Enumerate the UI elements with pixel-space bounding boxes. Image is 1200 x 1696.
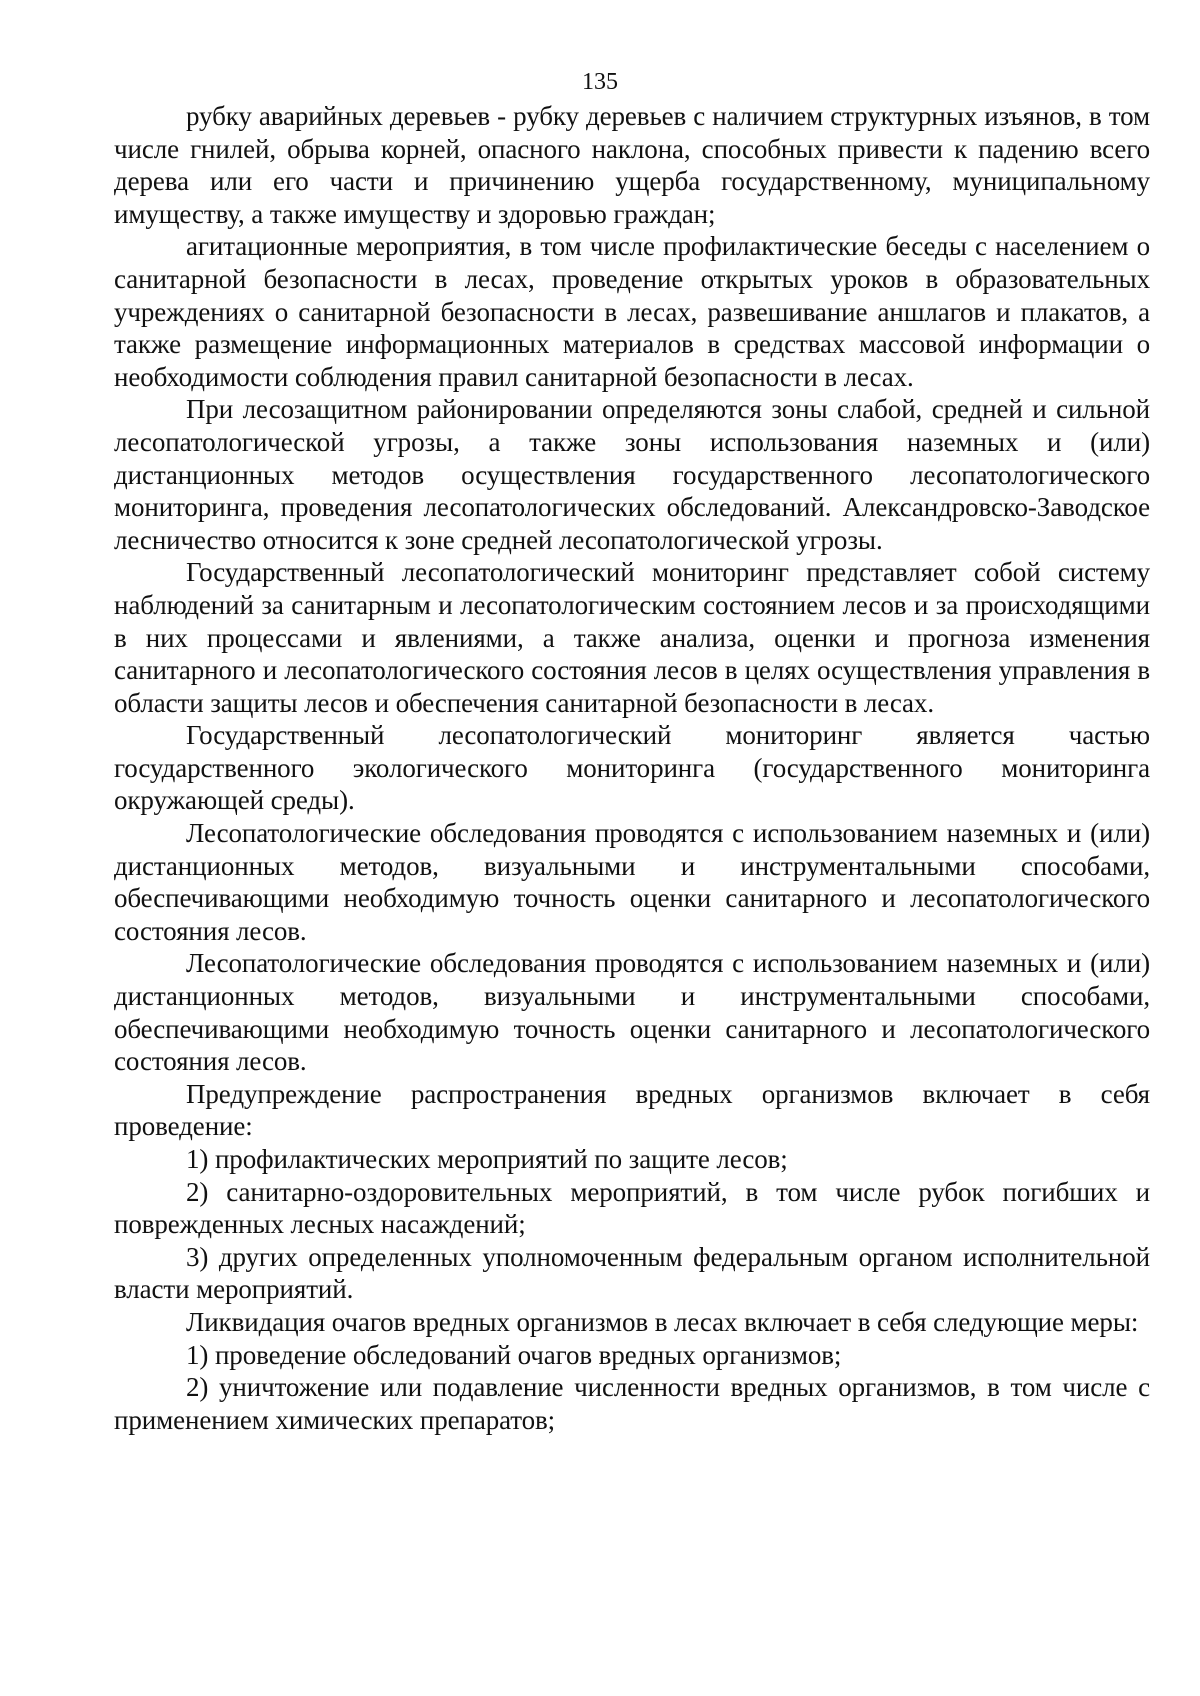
paragraph-5: Государственный лесопатологический мониторинг является частью государственного экологического мониторинга (государственного мониторинга окружающей среды). xyxy=(114,720,1150,816)
paragraph-3: При лесозащитном районировании определяются зоны слабой, средней и сильной лесопатологической угрозы, а также зоны использования наземных и (или) дистанционных методов осуществления государственного лесопатологического мониторинга, проведения лесопатологических обследований. Александровско-Заводское лесничество относится к зоне средней лесопатологической угрозы. xyxy=(114,394,1150,555)
list-item-3: 3) других определенных уполномоченным федеральным органом исполнительной власти мероприятий. xyxy=(114,1241,1150,1305)
list-item-1: 1) профилактических мероприятий по защите лесов; xyxy=(186,1144,788,1174)
list-item-2: 2) санитарно-оздоровительных мероприятий, в том числе рубок погибших и поврежденных лесных насаждений; xyxy=(114,1176,1150,1240)
paragraph-8: Предупреждение распространения вредных организмов включает в себя проведение: xyxy=(114,1078,1150,1142)
list-item-5: 2) уничтожение или подавление численности вредных организмов, в том числе с применением химических препаратов; xyxy=(114,1372,1150,1435)
paragraph-7: Лесопатологические обследования проводятся с использованием наземных и (или) дистанционных методов, визуальными и инструментальными способами, обеспечивающими необходимую точность оценки санитарного и лесопатологического состояния лесов. xyxy=(114,948,1150,1077)
list-item-4: 1) проведение обследований очагов вредных организмов; xyxy=(186,1339,842,1370)
paragraph-6: Лесопатологические обследования проводятся с использованием наземных и (или) дистанционных методов, визуальными и инструментальными способами, обеспечивающими необходимую точность оценки санитарного и лесопатологического состояния лесов. xyxy=(114,818,1150,946)
paragraph-9: Ликвидация очагов вредных организмов в лесах включает в себя следующие меры: xyxy=(186,1306,1139,1337)
paragraph-4: Государственный лесопатологический мониторинг представляет собой систему наблюдений за санитарным и лесопатологическим состоянием лесов и за происходящими в них процессами и явлениями, а также анализа, оценки и прогноза изменения санитарного и лесопатологического состояния лесов в целях осуществления управления в области защиты лесов и обеспечения санитарной безопасности в лесах. xyxy=(114,557,1150,718)
paragraph-1: рубку аварийных деревьев - рубку деревьев с наличием структурных изъянов, в том числе гнилей, обрыва корней, опасного наклона, способных привести к падению всего дерева или его части и причинению ущерба государственному, муниципальному имуществу, а также имуществу и здоровью граждан; xyxy=(114,101,1150,229)
paragraph-2: агитационные мероприятия, в том числе профилактические беседы с населением о санитарной безопасности в лесах, проведение открытых уроков в образовательных учреждениях о санитарной безопасности в лесах, развешивание аншлагов и плакатов, а также размещение информационных материалов в средствах массовой информации о необходимости соблюдения правил санитарной безопасности в лесах. xyxy=(114,231,1150,392)
page-number: 135 xyxy=(582,69,618,95)
document-body xyxy=(114,100,1150,1436)
